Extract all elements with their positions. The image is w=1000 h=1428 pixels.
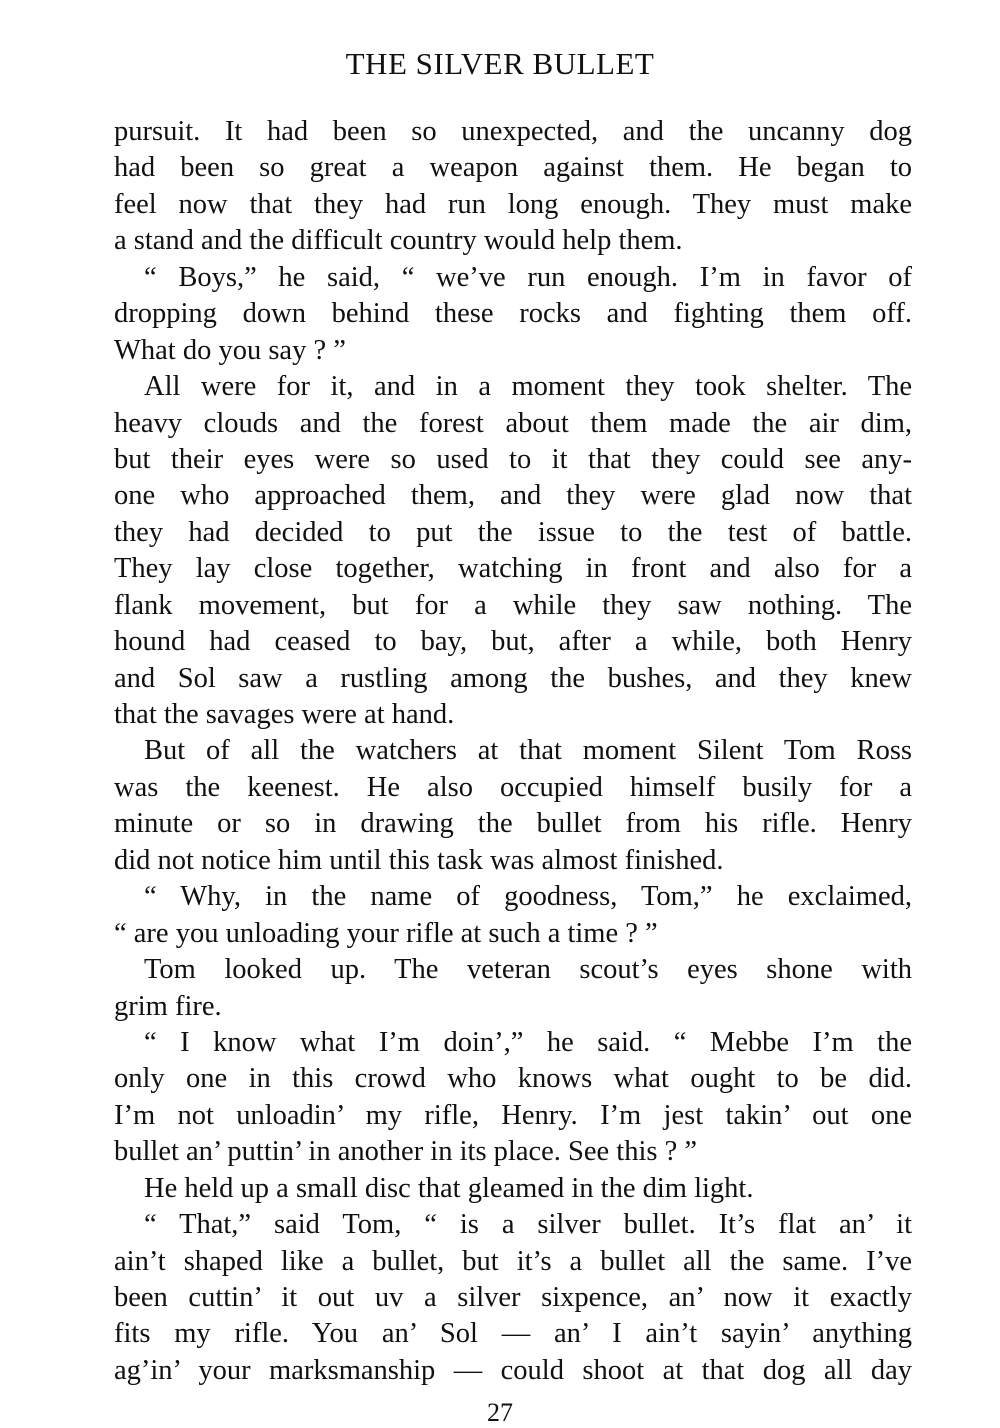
- page-number: 27: [487, 1398, 513, 1427]
- text-line: that the savages were at hand.: [114, 699, 455, 730]
- text-line: bullet an’ puttin’ in another in its place. See this ? ”: [114, 1136, 698, 1168]
- text-line: He held up a small disc that gleamed in the dim light.: [144, 1172, 754, 1204]
- text-line: but their eyes were so used to it that they could see any-: [114, 443, 912, 475]
- text-line: pursuit. It had been so unexpected, and the uncanny dog: [114, 116, 912, 147]
- text-line: ag’in’ your marksmanship — could shoot at that dog all day: [114, 1354, 912, 1386]
- text-line: flank movement, but for a while they saw nothing. The: [114, 589, 912, 621]
- text-line: they had decided to put the issue to the test of battle.: [114, 516, 912, 548]
- text-line: “ are you unloading your rifle at such a time ? ”: [114, 917, 658, 949]
- text-line: dropping down behind these rocks and fighting them off.: [114, 298, 912, 330]
- text-line: I’m not unloadin’ my rifle, Henry. I’m jest takin’ out one: [114, 1099, 912, 1131]
- text-line: They lay close together, watching in front and also for a: [114, 553, 912, 585]
- text-line: All were for it, and in a moment they took shelter. The: [144, 371, 912, 403]
- text-line: minute or so in drawing the bullet from his rifle. Henry: [114, 808, 912, 840]
- text-line: was the keenest. He also occupied himself busily for a: [114, 771, 912, 803]
- text-line: fits my rifle. You an’ Sol — an’ I ain’t sayin’ anything: [114, 1318, 912, 1350]
- text-line: “ I know what I’m doin’,” he said. “ Mebbe I’m the: [144, 1026, 912, 1058]
- text-line: What do you say ? ”: [114, 334, 346, 366]
- text-line: hound had ceased to bay, but, after a while, both Henry: [114, 626, 912, 658]
- text-line: “ That,” said Tom, “ is a silver bullet. It’s flat an’ it: [144, 1209, 912, 1241]
- text-line: a stand and the difficult country would help them.: [114, 225, 683, 257]
- text-line: feel now that they had run long enough. They must make: [114, 188, 912, 220]
- text-line: only one in this crowd who knows what ought to be did.: [114, 1063, 912, 1095]
- text-line: had been so great a weapon against them. He began to: [114, 152, 912, 184]
- text-line: heavy clouds and the forest about them made the air dim,: [114, 407, 912, 439]
- text-line: been cuttin’ it out uv a silver sixpence, an’ now it exactly: [114, 1282, 912, 1313]
- text-line: “ Why, in the name of goodness, Tom,” he exclaimed,: [144, 881, 912, 913]
- running-title: THE SILVER BULLET: [345, 46, 655, 81]
- text-line: did not notice him until this task was almost finished.: [114, 844, 724, 876]
- text-line: ain’t shaped like a bullet, but it’s a bullet all the same. I’ve: [114, 1245, 912, 1277]
- text-line: “ Boys,” he said, “ we’ve run enough. I’m in favor of: [144, 261, 912, 293]
- text-line: and Sol saw a rustling among the bushes, and they knew: [114, 662, 912, 694]
- text-line: But of all the watchers at that moment Silent Tom Ross: [144, 735, 912, 767]
- body-text: [114, 114, 912, 1389]
- text-line: one who approached them, and they were glad now that: [114, 480, 912, 512]
- text-line: grim fire.: [114, 990, 222, 1022]
- text-line: Tom looked up. The veteran scout’s eyes shone with: [144, 954, 912, 986]
